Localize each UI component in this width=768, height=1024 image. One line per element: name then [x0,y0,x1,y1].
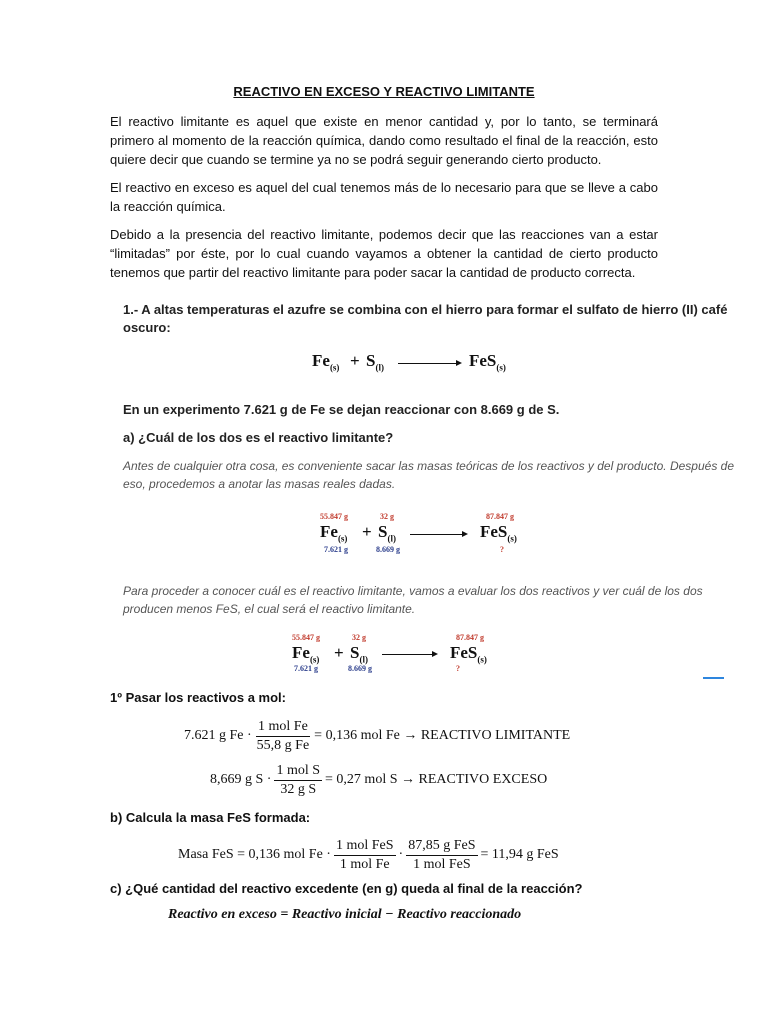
s-real-mass: 8.669 g [348,664,372,673]
product-fes: FeS$_{(s)}$ [480,522,517,544]
fes-theoretical-mass: 87.847 g [486,512,514,521]
eq3-denominator-1: 1 mol Fe [339,856,390,872]
s-theoretical-mass: 32 g [380,512,394,521]
eq3-lead: Masa FeS = 0,136 mol Fe · [178,847,331,862]
eq2-lead: 8,669 g S · [210,772,272,787]
question-c: c) ¿Qué cantidad del reactivo excedente (en g) queda al final de la reacción? [110,881,583,896]
reactant-s: $S_{(l)}$ [378,522,396,544]
eq3-result: = 11,94 g FeS [480,847,559,862]
eq2-fraction [274,763,322,798]
fe-theoretical-mass: 55.847 g [292,633,320,642]
mass-fes-equation [178,835,559,875]
fe-theoretical-mass: 55.847 g [320,512,348,521]
reaction-equation [312,351,532,375]
product-fes: FeS$_{(s)}$ [469,351,506,373]
question-a: a) ¿Cuál de los dos es el reactivo limitante? [123,430,394,445]
eq3-dot: · [398,847,404,862]
note-evaluate-reactants: Para proceder a conocer cuál es el reactivo limitante, vamos a evaluar los dos reactivos y ver cuál de los dos [123,584,703,598]
eq1-lead: 7.621 g Fe · [184,728,252,743]
problem-heading-cont: oscuro: [123,320,171,335]
eq3-fraction-2 [406,838,477,873]
fe-real-mass: 7.621 g [324,545,348,554]
note-evaluate-reactants-cont: producen menos FeS, el cual será el reactivo limitante. [123,602,416,616]
paragraph-debido: Debido a la presencia del reactivo limitante, podemos decir que las reacciones van a estar “limitadas” por éste, por lo cual cuando vayamos a obtener la cantidad de cierto producto tenemos que partir del reactivo limitante para poder sacar la cantidad de producto correcta. [110,227,658,280]
s-real-mass: 8.669 g [376,545,400,554]
paragraph-exceso: El reactivo en exceso es aquel del cual tenemos más de lo necesario para que se lleve a cabo la reacción química. [110,180,658,214]
mol-s-equation [210,760,547,800]
s-theoretical-mass: 32 g [352,633,366,642]
plus-sign: + [334,643,344,662]
reactant-s: $S_{(l)}$ [350,643,368,665]
eq2-result: = 0,27 mol S → REACTIVO EXCESO [325,772,548,787]
reactant-s: $S_{(l)}$ [366,351,384,373]
problem-heading: 1.- A altas temperaturas el azufre se combina con el hierro para formar el sulfato de hierro (II) café [123,302,728,317]
reaction-with-masses-1 [318,512,538,556]
arrow-head-icon [462,531,468,537]
step-1-label: 1º Pasar los reactivos a mol: [110,690,287,705]
fes-theoretical-mass: 87.847 g [456,633,484,642]
blue-underline-mark [703,677,724,679]
fe-real-mass: 7.621 g [294,664,318,673]
eq3-fraction-1 [334,838,396,873]
note-theoretical-masses-cont: eso, procedemos a anotar las masas reales dadas. [123,477,396,491]
fes-unknown-mass: ? [500,545,504,554]
mol-fe-equation [184,716,570,756]
eq3-denominator-2: 1 mol FeS [413,856,471,872]
page-title: REACTIVO EN EXCESO Y REACTIVO LIMITANTE [233,84,535,99]
reactant-fe: $Fe_{(s)}$ [320,522,348,544]
experiment-statement: En un experimento 7.621 g de Fe se dejan reaccionar con 8.669 g de S. [123,402,560,417]
product-fes: FeS$_{(s)}$ [450,643,487,665]
eq1-numerator: 1 mol Fe [256,719,310,737]
arrow-head-icon [432,651,438,657]
reaction-arrow [398,363,458,364]
eq1-denominator: 55,8 g Fe [256,737,310,753]
reaction-arrow [382,654,434,655]
plus-sign: + [350,351,360,370]
excess-formula: Reactivo en exceso = Reactivo inicial − Reactivo reaccionado [168,907,522,922]
eq2-numerator: 1 mol S [274,763,322,781]
arrow-head-icon [456,360,462,366]
eq3-numerator-1: 1 mol FeS [334,838,396,856]
plus-sign: + [362,522,372,541]
eq3-numerator-2: 87,85 g FeS [406,838,477,856]
note-theoretical-masses: Antes de cualquier otra cosa, es conveniente sacar las masas teóricas de los reactivos y del producto. Después de [123,459,734,473]
reactant-fe: $Fe_{(s)}$ [292,643,320,665]
eq1-result: = 0,136 mol Fe → REACTIVO LIMITANTE [314,728,571,743]
reaction-with-masses-2 [290,633,510,677]
paragraph-limitante: El reactivo limitante es aquel que existe en menor cantidad y, por lo tanto, se terminará primero al momento de la reacción química, dando como resultado el final de la reacción, esto quiere decir que cuando se termine ya no se podrá seguir generando cierto producto. [110,114,658,167]
question-b: b) Calcula la masa FeS formada: [110,810,311,825]
fes-unknown-mass: ? [456,664,460,673]
reactant-fe: $Fe_{(s)}$ [312,351,340,373]
eq2-denominator: 32 g S [280,781,317,797]
reaction-arrow [410,534,464,535]
eq1-fraction [255,719,312,754]
